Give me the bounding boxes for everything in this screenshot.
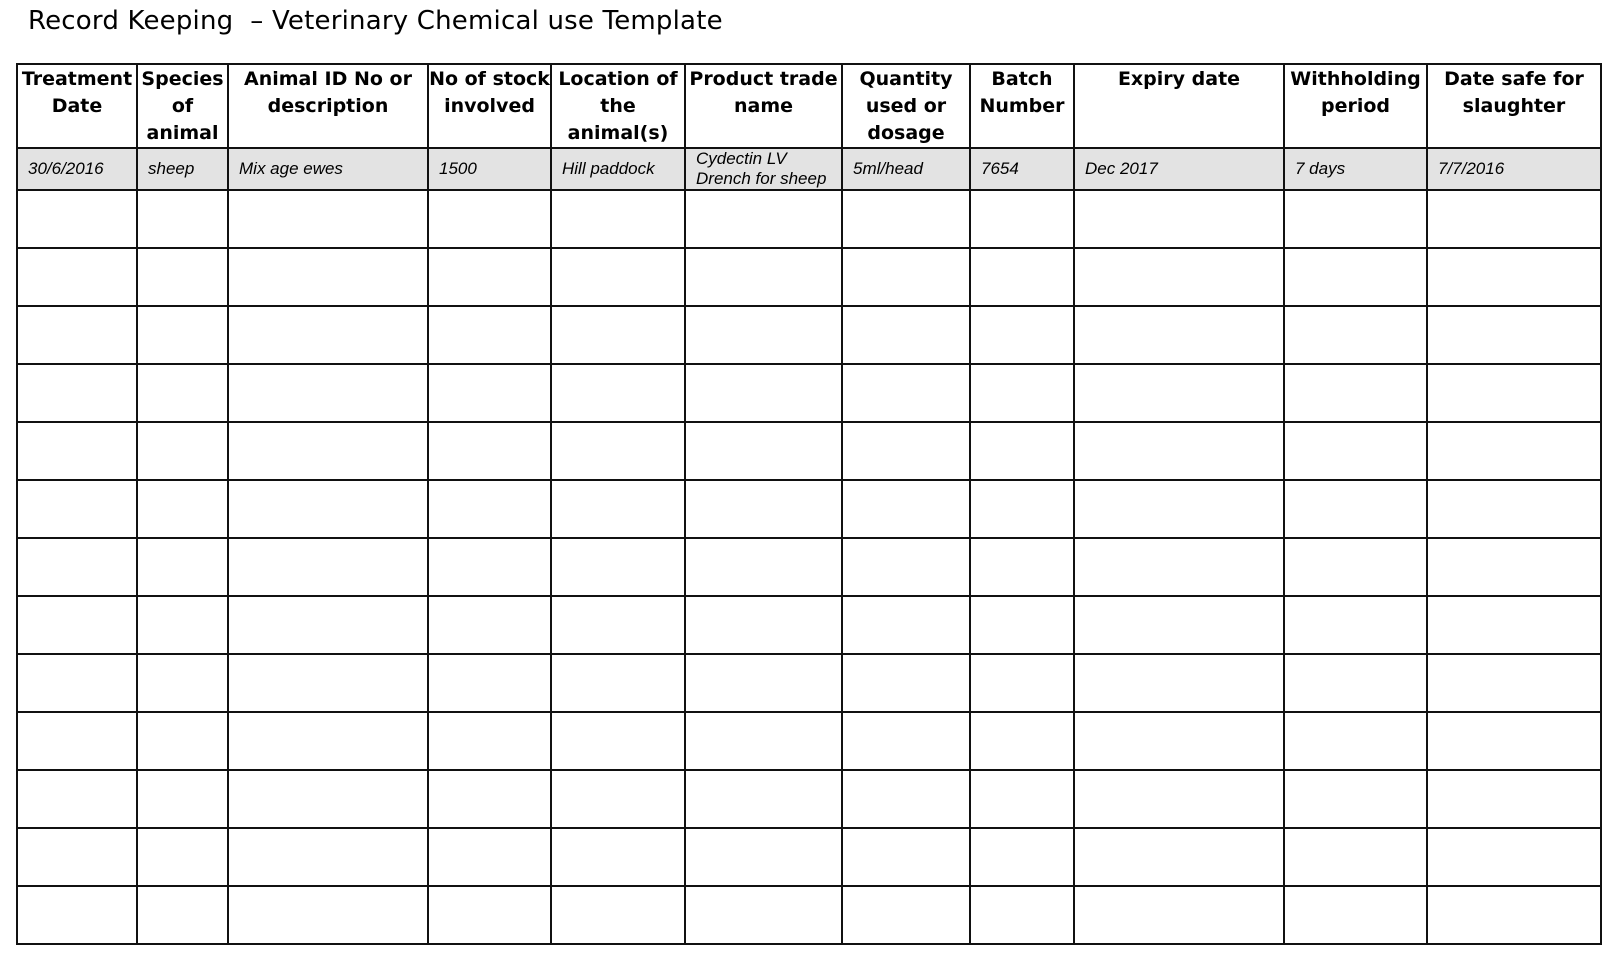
table-cell[interactable] <box>1427 712 1601 770</box>
table-cell[interactable] <box>428 364 551 422</box>
table-cell[interactable] <box>970 422 1074 480</box>
table-cell[interactable] <box>1284 190 1427 248</box>
table-cell[interactable] <box>428 654 551 712</box>
table-cell[interactable] <box>685 712 842 770</box>
table-cell[interactable] <box>428 886 551 944</box>
table-cell[interactable] <box>685 306 842 364</box>
example-cell-treatment-date: 30/6/2016 <box>17 148 137 190</box>
table-cell[interactable] <box>428 538 551 596</box>
table-cell[interactable] <box>1074 828 1284 886</box>
table-cell[interactable] <box>1074 190 1284 248</box>
example-cell-species: sheep <box>137 148 228 190</box>
table-cell[interactable] <box>970 248 1074 306</box>
table-cell[interactable] <box>1284 828 1427 886</box>
table-cell[interactable] <box>1284 538 1427 596</box>
example-cell-product: Cydectin LV Drench for sheep <box>685 148 842 190</box>
table-cell[interactable] <box>551 364 685 422</box>
table-cell[interactable] <box>1284 480 1427 538</box>
column-header-withholding: Withholding period <box>1284 64 1427 148</box>
table-cell[interactable] <box>1284 248 1427 306</box>
table-cell[interactable] <box>1427 422 1601 480</box>
example-row <box>17 148 1601 190</box>
table-cell[interactable] <box>685 654 842 712</box>
table-cell[interactable] <box>1284 654 1427 712</box>
example-cell-withholding: 7 days <box>1284 148 1427 190</box>
table-cell[interactable] <box>228 190 428 248</box>
table-cell[interactable] <box>1427 538 1601 596</box>
example-cell-batch: 7654 <box>970 148 1074 190</box>
table-cell[interactable] <box>970 596 1074 654</box>
table-row <box>17 596 1601 654</box>
table-cell[interactable] <box>228 248 428 306</box>
table-cell[interactable] <box>17 654 137 712</box>
column-header-animal-id: Animal ID No or description <box>228 64 428 148</box>
table-cell[interactable] <box>970 712 1074 770</box>
table-cell[interactable] <box>842 480 970 538</box>
table-cell[interactable] <box>685 596 842 654</box>
table-cell[interactable] <box>1427 480 1601 538</box>
table-cell[interactable] <box>685 248 842 306</box>
table-cell[interactable] <box>17 422 137 480</box>
table-cell[interactable] <box>1074 306 1284 364</box>
table-cell[interactable] <box>1074 770 1284 828</box>
table-cell[interactable] <box>685 364 842 422</box>
table-cell[interactable] <box>1427 770 1601 828</box>
table-cell[interactable] <box>1284 886 1427 944</box>
table-cell[interactable] <box>228 596 428 654</box>
table-cell[interactable] <box>551 886 685 944</box>
table-cell[interactable] <box>137 364 228 422</box>
table-cell[interactable] <box>551 248 685 306</box>
table-cell[interactable] <box>551 828 685 886</box>
table-cell[interactable] <box>17 248 137 306</box>
table-cell[interactable] <box>228 306 428 364</box>
table-cell[interactable] <box>137 770 228 828</box>
table-cell[interactable] <box>137 306 228 364</box>
table-row <box>17 828 1601 886</box>
table-cell[interactable] <box>17 538 137 596</box>
table-cell[interactable] <box>1074 480 1284 538</box>
table-cell[interactable] <box>137 712 228 770</box>
table-cell[interactable] <box>970 190 1074 248</box>
table-cell[interactable] <box>842 828 970 886</box>
table-cell[interactable] <box>1074 596 1284 654</box>
table-cell[interactable] <box>1074 886 1284 944</box>
table-cell[interactable] <box>17 886 137 944</box>
table-cell[interactable] <box>685 190 842 248</box>
table-cell[interactable] <box>551 770 685 828</box>
table-cell[interactable] <box>842 596 970 654</box>
table-cell[interactable] <box>842 190 970 248</box>
table-cell[interactable] <box>137 596 228 654</box>
table-cell[interactable] <box>551 306 685 364</box>
table-cell[interactable] <box>428 248 551 306</box>
table-cell[interactable] <box>1284 306 1427 364</box>
table-cell[interactable] <box>1427 886 1601 944</box>
table-cell[interactable] <box>685 886 842 944</box>
column-header-species: Species of animal <box>137 64 228 148</box>
table-cell[interactable] <box>842 712 970 770</box>
table-cell[interactable] <box>228 654 428 712</box>
table-cell[interactable] <box>1074 364 1284 422</box>
table-cell[interactable] <box>842 306 970 364</box>
table-row <box>17 480 1601 538</box>
table-cell[interactable] <box>228 364 428 422</box>
table-row <box>17 886 1601 944</box>
table-cell[interactable] <box>551 596 685 654</box>
table-cell[interactable] <box>228 422 428 480</box>
table-cell[interactable] <box>137 654 228 712</box>
table-cell[interactable] <box>228 712 428 770</box>
table-cell[interactable] <box>137 190 228 248</box>
table-row <box>17 248 1601 306</box>
table-cell[interactable] <box>970 770 1074 828</box>
table-cell[interactable] <box>551 538 685 596</box>
column-header-quantity: Quantity used or dosage <box>842 64 970 148</box>
table-cell[interactable] <box>137 248 228 306</box>
column-header-expiry: Expiry date <box>1074 64 1284 148</box>
example-cell-location: Hill paddock <box>551 148 685 190</box>
table-cell[interactable] <box>1427 248 1601 306</box>
table-cell[interactable] <box>137 422 228 480</box>
table-cell[interactable] <box>970 306 1074 364</box>
table-cell[interactable] <box>228 886 428 944</box>
table-cell[interactable] <box>1284 364 1427 422</box>
table-cell[interactable] <box>551 480 685 538</box>
table-cell[interactable] <box>1427 828 1601 886</box>
table-row <box>17 770 1601 828</box>
table-row <box>17 306 1601 364</box>
table-cell[interactable] <box>685 770 842 828</box>
table-cell[interactable] <box>17 596 137 654</box>
table-cell[interactable] <box>137 828 228 886</box>
table-cell[interactable] <box>970 480 1074 538</box>
table-cell[interactable] <box>842 422 970 480</box>
table-cell[interactable] <box>428 480 551 538</box>
table-cell[interactable] <box>1074 712 1284 770</box>
table-cell[interactable] <box>17 364 137 422</box>
header-row <box>17 64 1601 148</box>
table-cell[interactable] <box>1074 422 1284 480</box>
table-cell[interactable] <box>551 190 685 248</box>
table-cell[interactable] <box>1074 538 1284 596</box>
table-cell[interactable] <box>685 828 842 886</box>
column-header-stock-count: No of stock involved <box>428 64 551 148</box>
table-cell[interactable] <box>1427 364 1601 422</box>
table-cell[interactable] <box>842 770 970 828</box>
table-cell[interactable] <box>137 886 228 944</box>
table-cell[interactable] <box>970 654 1074 712</box>
table-cell[interactable] <box>1074 248 1284 306</box>
example-cell-animal-id: Mix age ewes <box>228 148 428 190</box>
table-row <box>17 712 1601 770</box>
column-header-location: Location of the animal(s) <box>551 64 685 148</box>
table-cell[interactable] <box>428 712 551 770</box>
table-cell[interactable] <box>842 886 970 944</box>
example-cell-expiry: Dec 2017 <box>1074 148 1284 190</box>
table-cell[interactable] <box>970 886 1074 944</box>
table-cell[interactable] <box>970 828 1074 886</box>
table-cell[interactable] <box>1427 596 1601 654</box>
example-cell-slaughter-date: 7/7/2016 <box>1427 148 1601 190</box>
table-row <box>17 654 1601 712</box>
table-cell[interactable] <box>970 538 1074 596</box>
table-cell[interactable] <box>428 596 551 654</box>
table-cell[interactable] <box>551 422 685 480</box>
table-cell[interactable] <box>17 480 137 538</box>
table-cell[interactable] <box>970 364 1074 422</box>
table-cell[interactable] <box>17 828 137 886</box>
table-cell[interactable] <box>842 654 970 712</box>
column-header-treatment-date: Treatment Date <box>17 64 137 148</box>
table-cell[interactable] <box>137 538 228 596</box>
table-cell[interactable] <box>551 654 685 712</box>
table-cell[interactable] <box>1284 712 1427 770</box>
table-cell[interactable] <box>428 190 551 248</box>
table-cell[interactable] <box>842 364 970 422</box>
table-cell[interactable] <box>1427 306 1601 364</box>
table-row <box>17 364 1601 422</box>
table-cell[interactable] <box>228 538 428 596</box>
column-header-slaughter-date: Date safe for slaughter <box>1427 64 1601 148</box>
table-cell[interactable] <box>17 190 137 248</box>
table-row <box>17 422 1601 480</box>
table-cell[interactable] <box>17 770 137 828</box>
table-cell[interactable] <box>685 480 842 538</box>
table-cell[interactable] <box>17 306 137 364</box>
table-cell[interactable] <box>551 712 685 770</box>
table-cell[interactable] <box>137 480 228 538</box>
table-cell[interactable] <box>228 828 428 886</box>
table-cell[interactable] <box>17 712 137 770</box>
example-cell-stock-count: 1500 <box>428 148 551 190</box>
table-cell[interactable] <box>1427 654 1601 712</box>
table-cell[interactable] <box>428 422 551 480</box>
table-cell[interactable] <box>842 538 970 596</box>
table-cell[interactable] <box>1284 596 1427 654</box>
example-cell-quantity: 5ml/head <box>842 148 970 190</box>
table-cell[interactable] <box>1074 654 1284 712</box>
column-header-product: Product trade name <box>685 64 842 148</box>
table-row <box>17 538 1601 596</box>
table-cell[interactable] <box>428 828 551 886</box>
table-cell[interactable] <box>428 770 551 828</box>
record-table <box>16 63 1602 945</box>
table-cell[interactable] <box>428 306 551 364</box>
column-header-batch: Batch Number <box>970 64 1074 148</box>
table-cell[interactable] <box>1284 422 1427 480</box>
table-cell[interactable] <box>228 770 428 828</box>
table-cell[interactable] <box>842 248 970 306</box>
table-cell[interactable] <box>228 480 428 538</box>
page-title: Record Keeping – Veterinary Chemical use Template <box>28 6 723 36</box>
table-cell[interactable] <box>685 538 842 596</box>
table-cell[interactable] <box>1427 190 1601 248</box>
table-row <box>17 190 1601 248</box>
table-cell[interactable] <box>1284 770 1427 828</box>
table-cell[interactable] <box>685 422 842 480</box>
